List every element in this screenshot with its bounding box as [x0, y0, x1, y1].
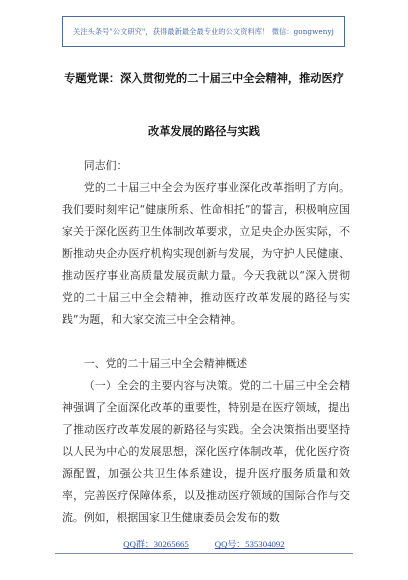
salutation: 同志们： [83, 159, 128, 172]
document-title-line-2: 改革发展的路径与实践 [148, 124, 260, 138]
section-1-heading: 一、党的二十届三中全会精神概述 [83, 357, 248, 370]
footer-divider [55, 553, 353, 554]
section-1-paragraph: （一）全会的主要内容与决策。党的二十届三中全会精神强调了全面深化改革的重要性，特别是在医疗领域，提出了推动医疗改革发展的新路径与实践。全会决策指出要坚持以人民为中心的发展思想，深化医疗体制改革，优化医疗资源配置，加强公共卫生体系建设，提升医疗服务质量和效率，完善医疗保障体系，以及推动医疗领域的国际合作与交流。例如，根据国家卫生健康委员会发布的数 [62, 379, 350, 524]
header-banner-text: 关注头条号"公文研究"，获得最新最全最专业的公文资料库！ 微信：gongwenyj [73, 26, 334, 36]
intro-paragraph: 党的二十届三中全会为医疗事业深化改革指明了方向。我们要时刻牢记“健康所系、性命相托”的誓言，积极响应国家关于深化医药卫生体制改革要求，立足央企办医实际，不断推动央企办医疗机构实现创新与发展，为守护人民健康、推动医疗事业高质量发展贡献力量。今天我就以“深入贯彻党的二十届三中全会精神，推动医疗改革发展的路径与实践”为题，和大家交流三中全会精神。 [62, 181, 350, 326]
header-banner-box [62, 16, 345, 47]
footer-qq-group-link[interactable]: QQ群：30265665 [123, 539, 189, 549]
footer-qq-link[interactable]: QQ号：535304092 [214, 539, 285, 549]
footer-contacts [0, 537, 408, 551]
document-title-line-1: 专题党课：深入贯彻党的二十届三中全会精神，推动医疗 [64, 71, 344, 85]
